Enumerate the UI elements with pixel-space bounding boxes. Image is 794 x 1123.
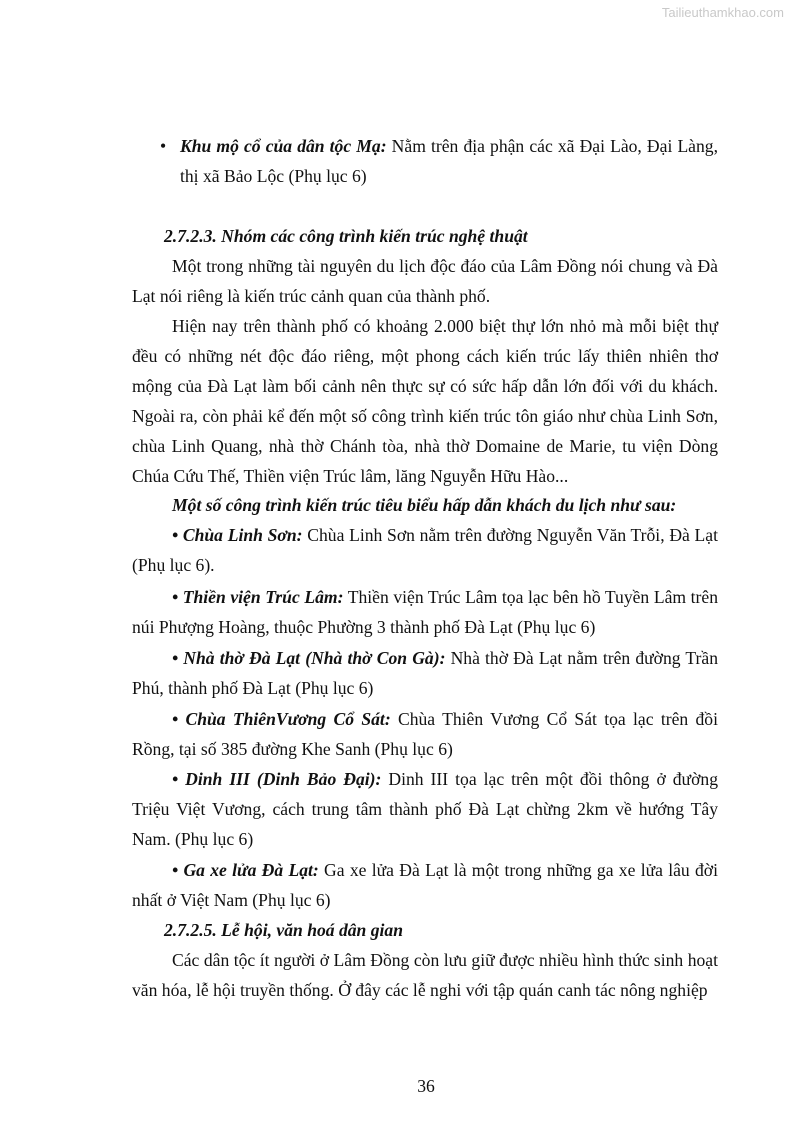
section-heading-2-7-2-5: 2.7.2.5. Lễ hội, văn hoá dân gian: [164, 920, 404, 940]
list-item: [132, 704, 718, 764]
list-item-title: • Chùa Linh Sơn:: [172, 525, 303, 545]
paragraph: Các dân tộc ít người ở Lâm Đồng còn lưu giữ được nhiều hình thức sinh hoạt văn hóa, lễ hội truyền thống. Ở đây các lễ nghi với tập quán canh tác nông nghiệp: [132, 950, 718, 1000]
list-item-text: Dinh III tọa lạc trên một đồi thông ở đường Triệu Việt Vương, cách trung tâm thành phố Đà Lạt chừng 2km về hướng Tây Nam. (Phụ lục 6): [132, 769, 718, 849]
list-item-text: Thiền viện Trúc Lâm tọa lạc bên hồ Tuyền Lâm trên núi Phượng Hoàng, thuộc Phường 3 thành phố Đà Lạt (Phụ lục 6): [132, 587, 718, 637]
list-item-text: Chùa Linh Sơn nằm trên đường Nguyễn Văn Trỗi, Đà Lạt (Phụ lục 6).: [132, 525, 719, 575]
list-item-title: • Dinh III (Dinh Bảo Đại):: [172, 769, 382, 789]
list-item-title: • Nhà thờ Đà Lạt (Nhà thờ Con Gà):: [172, 648, 446, 668]
list-item-text: Nhà thờ Đà Lạt nằm trên đường Trần Phú, thành phố Đà Lạt (Phụ lục 6): [132, 648, 718, 698]
bullet-title: Khu mộ cổ của dân tộc Mạ:: [180, 136, 387, 156]
list-item: [132, 764, 718, 854]
list-item: [132, 643, 718, 703]
bullet-text: Nằm trên địa phận các xã Đại Lào, Đại Làng, thị xã Bảo Lộc (Phụ lục 6): [180, 136, 718, 186]
list-item-title: • Chùa ThiênVương Cổ Sát:: [172, 709, 391, 729]
list-item: [132, 855, 718, 915]
paragraph: Hiện nay trên thành phố có khoảng 2.000 biệt thự lớn nhỏ mà mỗi biệt thự đều có những nét độc đáo riêng, một phong cách kiến trúc lấy thiên nhiên thơ mộng của Đà Lạt làm bối cảnh nên thực sự có sức hấp dẫn lớn đối với du khách. Ngoài ra, còn phải kể đến một số công trình kiến trúc tôn giáo như chùa Linh Sơn, chùa Linh Quang, nhà thờ Chánh tòa, nhà thờ Domaine de Marie, tu viện Dòng Chúa Cứu Thế, Thiền viện Trúc lâm, lăng Nguyễn Hữu Hào...: [132, 316, 718, 486]
paragraph: Một trong những tài nguyên du lịch độc đáo của Lâm Đồng nói chung và Đà Lạt nói riêng là kiến trúc cảnh quan của thành phố.: [132, 256, 718, 306]
list-intro: Một số công trình kiến trúc tiêu biểu hấp dẫn khách du lịch như sau:: [172, 495, 677, 515]
list-item: [132, 582, 718, 642]
list-item-title: • Thiền viện Trúc Lâm:: [172, 587, 344, 607]
section-heading-2-7-2-3: 2.7.2.3. Nhóm các công trình kiến trúc nghệ thuật: [164, 226, 528, 246]
list-item-text: Chùa Thiên Vương Cổ Sát tọa lạc trên đồi Rồng, tại số 385 đường Khe Sanh (Phụ lục 6): [132, 709, 718, 759]
watermark: Tailieuthamkhao.com: [661, 5, 784, 20]
list-item-text: Ga xe lửa Đà Lạt là một trong những ga xe lửa lâu đời nhất ở Việt Nam (Phụ lục 6): [132, 860, 718, 910]
bullet-item-khu-mo-co: [160, 131, 718, 191]
list-item-title: • Ga xe lửa Đà Lạt:: [172, 860, 319, 880]
bullet-icon: •: [160, 136, 167, 156]
page-number: 36: [417, 1076, 435, 1096]
list-item: [132, 520, 718, 580]
